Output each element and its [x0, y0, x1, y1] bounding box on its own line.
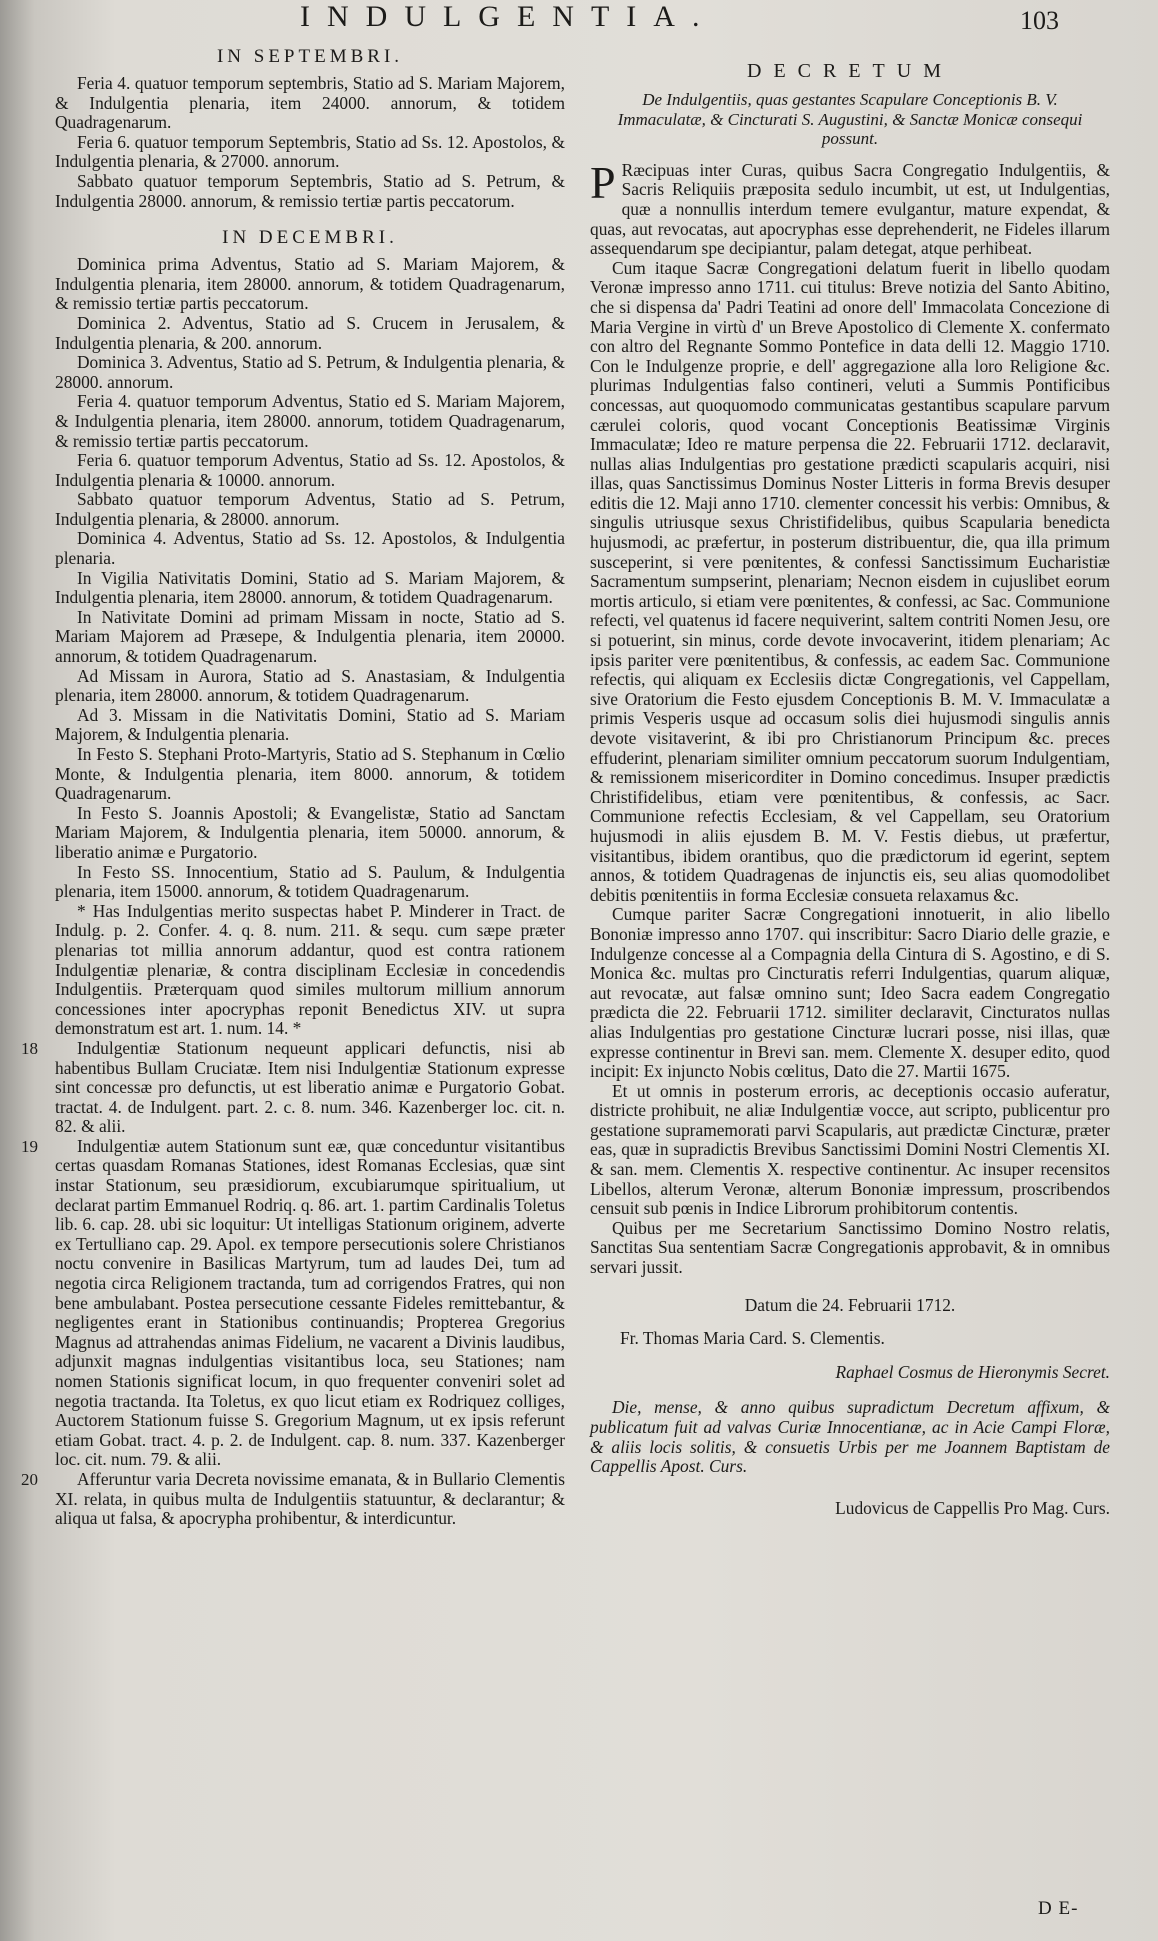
- december-paragraph: Feria 4. quatuor temporum Adventus, Statio ed S. Mariam Majorem, & Indulgentia plenaria, item 28000. annorum, totidem Quadragenarum, & remissio tertiæ partis peccatorum.: [55, 391, 565, 451]
- decretum-first-paragraph: [590, 156, 1110, 259]
- december-paragraph: Dominica 4. Adventus, Statio ad Ss. 12. Apostolos, & Indulgentia plenaria.: [55, 528, 565, 569]
- decretum-paragraph: Cum itaque Sacræ Congregationi delatum fuerit in libello quodam Veronæ impresso anno 1711. cui titulus: Breve notizia del Santo Abitino, che si dispensa da' Padri Teatini ad onore dell' Immacolata Concezione di Maria Vergine in virtù d' un Breve Apostolico di Clemente X. confermato con altro del Regnante Sommo Pontefice in data delli 12. Maggio 1710. Con le Indulgenze proprie, e dell' aggregazione alla loro Religione &c. plurimas Indulgentias falso contineri, veluti a Summis Pontificibus concessas, aut quoquomodo communicatas gestantibus scapulare parvum cærulei coloris, quod vocant Conceptionis Beatissimæ Virginis Immaculatæ; Ideo re mature perpensa die 22. Februarii 1712. declaravit, nullas alias Indulgentias pro gestatione prædicti scapularis acquiri, nisi illas, quas Sanctissimus Dominus Noster Litteris in forma Brevis desuper editis die 12. Maji anno 1710. clementer concessit his verbis: Omnibus, & singulis utriusque sexus Christifidelibus, quibus Scapularia benedicta hujusmodi, ac præfertur, in posterum distribuentur, die, qua illa primum susceperint, si vere pœnitentes, & confessi Sanctissimum Eucharistiæ Sacramentum sumpserint, plenariam; Necnon eisdem in cujuslibet eorum mortis articulo, si etiam vere pœnitentes, & confessi, ac Sac. Communione refecti, vel quatenus id facere nequiverint, saltem contriti Nomen Jesu, ore si potuerint, sin minus, corde devote invocaverint, itidem plenariam; Ac ipsis pariter vere pœnitentibus, & confessis, ac eadem Sac. Communione refectis, qui aliquam ex Ecclesiis dictæ Congregationis, vel Cappellam, sive Oratorium die Festo ejusdem Conceptionis B. M. V. Immaculatæ a primis Vesperis usque ad occasum solis diei hujusmodi singulis annis devote visitaverint, & ibi pro Christianorum Principum &c. preces effuderint, plenariam similiter omnium peccatorum suorum Indulgentiam, & remissionem misericorditer in Domino concedimus. Insuper prædictis Christifidelibus, etiam vere pœnitentibus, & confessis, ac Sacr. Communione refectis Ecclesiam, & vel Cappellam, seu Oratorium hujusmodi in aliis ejusdem B. M. V. Festis diebus, ut præfertur, visitantibus, ibidem orantibus, quo die prædictorum id egerint, septem annos, & totidem Quadragenas de injunctis eis, seu alias quomodolibet debitis pœnitentiis in forma Ecclesiæ consueta relaxamus &c.: [590, 257, 1110, 905]
- first-paragraph-text: Ræcipuas inter Curas, quibus Sacra Congregatio Indulgentiis, & Sacris Reliquiis præposita sedulo incumbit, ut est, ut Indulgentias, quæ a nonnullis interdum temere evulgantur, mature expendat, & quas, aut revocatas, aut apocryphas esse deprehenderit, ne Fideles illarum assequendarum spe decipiantur, palam detegat, atque perhibeat.: [590, 159, 1110, 259]
- decretum-heading: DECRETUM: [747, 60, 953, 82]
- september-paragraph: Feria 4. quatuor temporum septembris, Statio ad S. Mariam Majorem, & Indulgentia plenaria, item 24000. annorum, & totidem Quadragenarum.: [55, 73, 565, 133]
- footnote-paragraph: * Has Indulgentias merito suspectas habet P. Minderer in Tract. de Indulg. p. 2. Confer. 4. q. 8. num. 211. & sequ. cum sæpe præter plenarias tot millia annorum addantur, quod est contra rationem Indulgentiæ plenariæ, & contra disciplinam Ecclesiæ in concedendis Indulgentiis. Præterquam quod similes multorum millium annorum concessiones inter apocryphas reponit Benedictus XIV. ut supra demonstratum est art. 1. num. 14. *: [55, 900, 565, 1039]
- september-paragraph: Feria 6. quatuor temporum Septembris, Statio ad Ss. 12. Apostolos, & Indulgentia plenaria, & 27000. annorum.: [55, 131, 565, 172]
- numbered-paragraph-19: [21, 1135, 565, 1470]
- left-column: [21, 38, 565, 1928]
- paragraph-number: 20: [21, 1469, 38, 1489]
- december-paragraph: Dominica prima Adventus, Statio ad S. Mariam Majorem, & Indulgentia plenaria, item 28000. annorum, & totidem Quadragenarum, & remissio tertiæ partis peccatorum.: [55, 254, 565, 314]
- signature-cursor: Ludovicus de Cappellis Pro Mag. Curs.: [835, 1497, 1110, 1518]
- paragraph-text: Indulgentiæ autem Stationum sunt eæ, quæ conceduntur visitantibus certas quasdam Romanas Stationes, idest Romanas Ecclesias, quæ sint instar Stationum, seu præsidiorum, excubiarumque spiritualium, ut declarat partim Emmanuel Rodriq. q. 86. art. 1. partim Cardinalis Toletus lib. 6. cap. 28. ubi sic loquitur: Ut intelligas Stationum originem, adverte ex Tertulliano cap. 29. Apol. ex tempore persecutionis solere Christianos noctu convenire in Basilicas Martyrum, tum ad laudes Dei, tum ad negotia circa Religionem tractanda, tum ad corrigendos Fratres, qui non bene ambulabant. Postea persecutione cessante Fideles remittebantur, & negligentes erant in Stationibus continuandis; Propterea Gregorius Magnus ad attrahendas animas Fidelium, ne vacarent a Divinis laudibus, adjunxit magnas indulgentias visitantibus loca, seu Stationes; nam nomen Stationis significat locum, in quo frequenter conveniri solet ad negotia tractanda. Ita Toletus, ex quo licut etiam ex Rodriquez colliges, Auctorem Stationum fuisse S. Gregorium Magnum, ut ex ipsis referunt etiam Gobat. tract. 4. p. 2. de Indulgent. cap. 8. num. 337. Kazenberger loc. cit. num. 79. & alii.: [55, 1135, 565, 1470]
- december-paragraph: Ad Missam in Aurora, Statio ad S. Anastasiam, & Indulgentia plenaria, item 28000. annorum, & totidem Quadragenarum.: [55, 665, 565, 706]
- december-paragraph: Sabbato quatuor temporum Adventus, Statio ad S. Petrum, Indulgentia plenaria, & 28000. annorum.: [55, 489, 565, 529]
- december-paragraph: In Nativitate Domini ad primam Missam in nocte, Statio ad S. Mariam Majorem ad Præsepe, & Indulgentia plenaria, item 20000. annorum, & totidem Quadragenarum.: [55, 606, 565, 667]
- signature-cardinal: Fr. Thomas Maria Card. S. Clementis.: [620, 1328, 885, 1349]
- decretum-subtitle: De Indulgentiis, quas gestantes Scapulare Conceptionis B. V. Immaculatæ, & Cincturati S. Augustini, & Sanctæ Monicæ consequi possunt.: [617, 90, 1083, 149]
- december-heading: IN DECEMBRI.: [222, 227, 398, 249]
- paragraph-text: Afferuntur varia Decreta novissime emanata, & in Bullario Clementis XI. relata, in quibus multa de Indulgentiis statuuntur, & declarantur; & aliqua ut falsa, & apocrypha prohibentur, & interdicuntur.: [55, 1468, 565, 1529]
- paragraph-number: 18: [21, 1038, 38, 1058]
- catchword: D E-: [1038, 1898, 1079, 1919]
- decretum-paragraph: Quibus per me Secretarium Sanctissimo Domino Nostro relatis, Sanctitas Sua sententiam Sacræ Congregationis approbavit, & in omnibus servari jussit.: [590, 1217, 1110, 1278]
- december-paragraph: In Festo S. Stephani Proto-Martyris, Statio ad S. Stephanum in Cœlio Monte, & Indulgentia plenaria, item 8000. annorum, & totidem Quadragenarum.: [55, 744, 565, 804]
- september-paragraph: Sabbato quatuor temporum Septembris, Statio ad S. Petrum, & Indulgentia 28000. annorum, & remissio tertiæ partis peccatorum.: [55, 170, 565, 211]
- december-paragraph: Feria 6. quatuor temporum Adventus, Statio ad Ss. 12. Apostolos, & Indulgentia plenaria & 10000. annorum.: [55, 450, 565, 490]
- december-paragraph: Dominica 2. Adventus, Statio ad S. Crucem in Jerusalem, & Indulgentia plenaria, & 200. annorum.: [55, 312, 565, 353]
- december-paragraph: In Festo SS. Innocentium, Statio ad S. Paulum, & Indulgentia plenaria, item 15000. annorum, & totidem Quadragenarum.: [55, 861, 565, 902]
- december-paragraph: In Festo S. Joannis Apostoli; & Evangelistæ, Statio ad Sanctam Mariam Majorem, & Indulgentia plenaria, item 50000. annorum, & liberatio animæ e Purgatorio.: [55, 802, 565, 862]
- right-column: [590, 38, 1110, 1928]
- paragraph-number: 19: [21, 1136, 38, 1156]
- running-header: [0, 0, 1158, 36]
- decretum-paragraph: Et ut omnis in posterum erroris, ac deceptionis occasio auferatur, districte prohibuit, ne aliæ Indulgentiæ vocce, aut scripto, publicentur pro gestatione supramemorati parvi Scapularis, aut prædictæ Cincturæ, præter eas, quæ in supradictis Brevibus Sanctissimi Domini Nostri Clementis XI. & san. mem. Clementis X. respective continentur. Ac insuper recensitos Libellos, alterum Veronæ, alterum Bononiæ impressum, proscribendos censuit sub pœnis in Indice Librorum prohibitorum contentis.: [590, 1080, 1110, 1219]
- running-title: INDULGENTIA.: [300, 0, 717, 33]
- numbered-paragraph-18: [21, 1037, 565, 1137]
- paragraph-text: Indulgentiæ Stationum nequeunt applicari defunctis, nisi ab habentibus Bullam Cruciatæ. Item nisi Indulgentiæ Stationum expresse sint concessæ pro defunctis, ut est liberatio animæ e Purgatorio Gobat. tractat. 4. de Indulgent. part. 2. c. 8. num. 346. Kazenberger loc. cit. n. 82. & alii.: [55, 1037, 565, 1137]
- september-heading: IN SEPTEMBRI.: [216, 46, 404, 67]
- december-paragraph: Ad 3. Missam in die Nativitatis Domini, Statio ad S. Mariam Majorem, & Indulgentia plenaria.: [55, 704, 565, 745]
- december-paragraph: Dominica 3. Adventus, Statio ad S. Petrum, & Indulgentia plenaria, & 28000. annorum.: [55, 352, 565, 392]
- decretum-paragraph: Cumque pariter Sacræ Congregationi innotuerit, in alio libello Bononiæ impresso anno 1707. qui inscribitur: Sacro Diario delle grazie, e Indulgenze concesse al a Compagnia della Cintura di S. Agostino, e di S. Monica &c. multas pro Cincturatis referri Indulgentias, quarum aliquæ, aut revocatæ, aut falsæ omnino sunt; Ideo Sacra eadem Congregatio prædicta die 22. Februarii 1712. similiter declaravit, Cincturatos nullas alias Indulgentias pro gestatione Cincturæ lucrari posse, nisi illas, quæ expresse continentur in Brevi san. mem. Clemente X. desuper edito, quod incipit: Ex injuncto Nobis cœlitus, Dato die 27. Martii 1675.: [590, 904, 1110, 1082]
- publication-note: Die, mense, & anno quibus supradictum Decretum affixum, & publicatum fuit ad valvas Curiæ Innocentianæ, ac in Acie Campi Floræ, & aliis locis solitis, & consuetis Urbis per me Joannem Baptistam de Cappellis Apost. Curs.: [590, 1397, 1110, 1477]
- drop-cap-letter: P: [590, 156, 616, 208]
- decretum-date: Datum die 24. Februarii 1712.: [744, 1294, 956, 1315]
- december-paragraph: In Vigilia Nativitatis Domini, Statio ad S. Mariam Majorem, & Indulgentia plenaria, item 28000. annorum, & totidem Quadragenarum.: [55, 567, 565, 608]
- numbered-paragraph-20: [21, 1468, 565, 1529]
- page-number: 103: [1020, 6, 1059, 35]
- signature-secretary: Raphael Cosmus de Hieronymis Secret.: [835, 1361, 1110, 1382]
